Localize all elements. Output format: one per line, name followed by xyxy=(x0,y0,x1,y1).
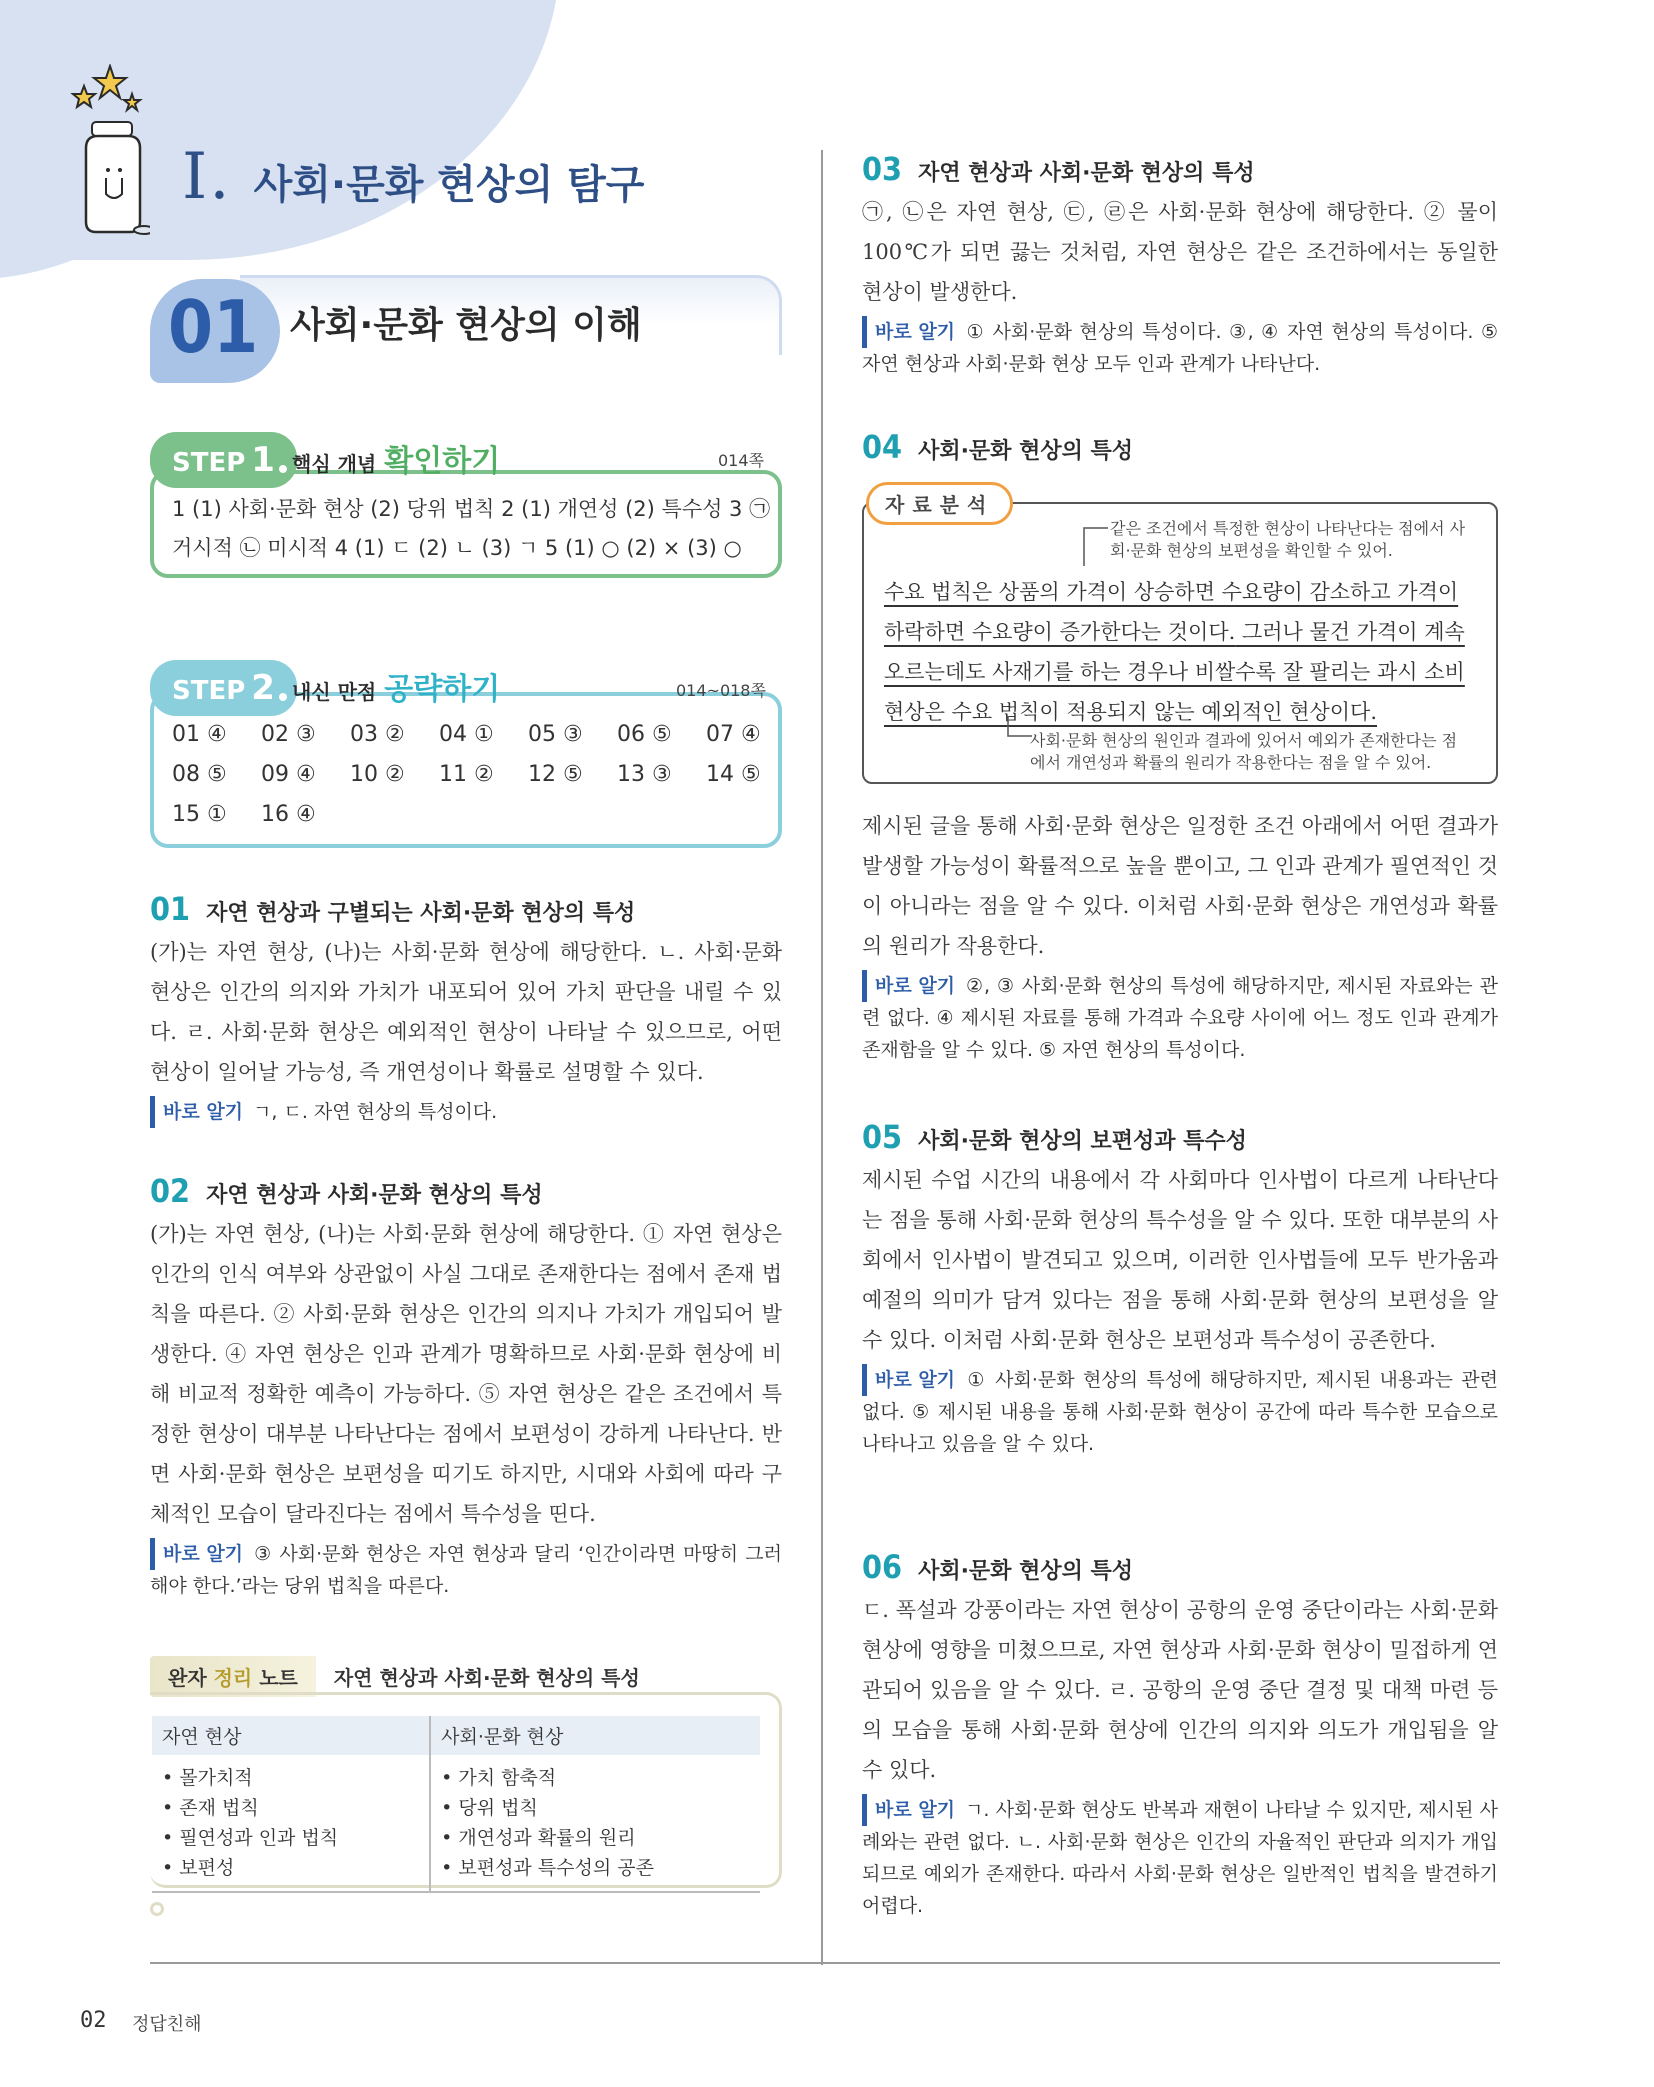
question-04-body xyxy=(862,806,1498,1066)
question-tip xyxy=(862,316,1498,380)
answer-item: 03 ② xyxy=(350,722,405,747)
question-explanation: (가)는 자연 현상, (나)는 사회·문화 현상에 해당한다. ① 자연 현상은 인간의 인식 여부와 상관없이 사실 그대로 존재한다는 점에서 존재 법칙을 따른다. ② 사회·문화 현상은 인간의 의지나 가치가 개입되어 발생한다. ④ 자연 현상은 인과 관계가 명확하므로 사회·문화 현상에 비해 비교적 정확한 예측이 가능하다. ⑤ 자연 현상은 같은 조건에서 특정한 현상이 대부분 나타난다는 점에서 보편성이 강하게 나타난다. 반면 사회·문화 현상은 보편성을 띠기도 하지만, 시대와 사회에 따라 구체적인 모습이 달라진다는 점에서 특수성을 띤다. xyxy=(150,1222,782,1526)
column-divider xyxy=(821,150,823,1965)
question-explanation: 제시된 수업 시간의 내용에서 각 사회마다 인사법이 다르게 나타난다는 점을 통해 사회·문화 현상의 특수성을 알 수 있다. 또한 대부분의 사회에서 인사법이 발견되고 있으며, 이러한 인사법들에 모두 반가움과 예절의 의미가 담겨 있다는 점을 통해 사회·문화 현상의 보편성을 알 수 있다. 이처럼 사회·문화 현상은 보편성과 특수성이 공존한다. xyxy=(862,1168,1498,1352)
answer-item: 14 ⑤ xyxy=(706,762,761,787)
data-note-top: 같은 조건에서 특정한 현상이 나타난다는 점에서 사회·문화 현상의 보편성을 확인할 수 있어. xyxy=(1110,519,1466,560)
list-item: • 보편성 xyxy=(162,1857,235,1879)
question-title: 사회·문화 현상의 보편성과 특수성 xyxy=(918,1129,1247,1154)
step1-subtitle xyxy=(292,436,500,480)
tip-text: ① 사회·문화 현상의 특성이다. ③, ④ 자연 현상의 특성이다. ⑤ 자연 현상과 사회·문화 현상 모두 인과 관계가 나타난다. xyxy=(862,321,1498,375)
stars-icon xyxy=(70,64,150,124)
tip-text: ㄱ. 사회·문화 현상도 반복과 재현이 나타날 수 있지만, 제시된 사례와는 관련 없다. ㄴ. 사회·문화 현상은 인간의 자율적인 판단과 의지가 개입되므로 예외가 존재한다. 따라서 사회·문화 현상은 일반적인 법칙을 발견하기 어렵다. xyxy=(862,1799,1498,1917)
question-number: 05 xyxy=(862,1118,903,1156)
list-item: • 필연성과 인과 법칙 xyxy=(162,1827,339,1849)
question-tip xyxy=(150,1538,782,1602)
answer-item: 13 ③ xyxy=(617,762,672,787)
step1-subtitle-small: 핵심 개념 xyxy=(292,452,377,476)
footer-label: 정답친해 xyxy=(132,2014,202,2035)
tip-label: 바로 알기 xyxy=(862,970,955,1002)
step1-number: 1 xyxy=(251,440,275,480)
question-number: 04 xyxy=(862,428,903,466)
question-title: 사회·문화 현상의 특성 xyxy=(918,439,1134,464)
page-number: 02 xyxy=(80,2008,107,2033)
table-cell xyxy=(152,1755,430,1892)
question-number: 01 xyxy=(150,890,191,928)
jar-icon xyxy=(78,118,150,236)
answer-item: 02 ③ xyxy=(261,722,316,747)
question-title: 자연 현상과 구별되는 사회·문화 현상의 특성 xyxy=(206,901,636,926)
summary-note-header xyxy=(150,1656,640,1697)
note-label-part: 노트 xyxy=(252,1666,298,1690)
answer-item: 05 ③ xyxy=(528,722,583,747)
question-number: 06 xyxy=(862,1548,903,1586)
note-dot xyxy=(150,1902,164,1916)
question-tip xyxy=(862,970,1498,1066)
callout-line-top xyxy=(1080,526,1110,568)
part-title-text: 사회·문화 현상의 탐구 xyxy=(253,162,645,208)
step2-subtitle xyxy=(292,664,500,708)
bottom-rule xyxy=(150,1962,1500,1964)
tip-text: ②, ③ 사회·문화 현상의 특성에 해당하지만, 제시된 자료와는 관련 없다. ④ 제시된 자료를 통해 가격과 수요량 사이에 어느 정도 인과 관계가 존재함을 알 수 있다. ⑤ 자연 현상의 특성이다. xyxy=(862,975,1498,1061)
unit-title: 사회·문화 현상의 이해 xyxy=(290,305,642,346)
question-explanation: (가)는 자연 현상, (나)는 사회·문화 현상에 해당한다. ㄴ. 사회·문화 현상은 인간의 의지와 가치가 내포되어 있어 가치 판단을 내릴 수 있다. ㄹ. 사회·문화 현상은 예외적인 현상이 나타날 수 있으므로, 어떤 현상이 일어날 가능성, 즉 개연성이나 확률로 설명할 수 있다. xyxy=(150,940,782,1084)
step1-dot xyxy=(276,462,290,476)
summary-table xyxy=(152,1716,760,1893)
question-02 xyxy=(150,1172,782,1602)
step1-page-ref: 014쪽 xyxy=(718,451,764,470)
tip-label: 바로 알기 xyxy=(862,1794,955,1826)
question-number: 03 xyxy=(862,150,903,188)
list-item: • 보편성과 특수성의 공존 xyxy=(441,1857,654,1879)
tip-label: 바로 알기 xyxy=(862,316,955,348)
question-number: 02 xyxy=(150,1172,191,1210)
part-numeral: I. xyxy=(182,140,232,214)
unit-number: 01 xyxy=(168,285,259,369)
data-analysis-text xyxy=(884,572,1484,732)
answer-item: 16 ④ xyxy=(261,802,316,827)
question-06 xyxy=(862,1548,1498,1922)
tip-text: ㄱ, ㄷ. 자연 현상의 특성이다. xyxy=(253,1101,498,1123)
tip-label: 바로 알기 xyxy=(150,1538,243,1570)
question-title: 사회·문화 현상의 특성 xyxy=(918,1559,1134,1584)
step2-number: 2 xyxy=(251,668,275,708)
step2-dot xyxy=(276,690,290,704)
data-text-underlined: 그러나 물건 가격이 계속 오르는데도 사재기를 하는 경우나 비쌀수록 잘 팔리는 과시 소비 현상은 수요 법칙이 적용되지 않는 예외적인 현상이다. xyxy=(884,620,1465,724)
question-tip xyxy=(150,1096,782,1128)
step2-tab xyxy=(150,660,297,716)
list-item: • 가치 함축적 xyxy=(441,1767,557,1789)
summary-note-title: 자연 현상과 사회·문화 현상의 특성 xyxy=(333,1666,640,1690)
data-note-bottom: 사회·문화 현상의 원인과 결과에 있어서 예외가 존재한다는 점에서 개연성과 확률의 원리가 작용한다는 점을 알 수 있어. xyxy=(1030,731,1458,772)
answer-item: 09 ④ xyxy=(261,762,316,787)
step2-subtitle-big: 공략하기 xyxy=(384,672,501,707)
data-analysis-tab: 자료분석 xyxy=(866,482,1013,525)
step1-line1: 1 (1) 사회·문화 현상 (2) 당위 법칙 2 (1) 개연성 (2) 특수성 3 ㉠ xyxy=(172,497,771,521)
question-explanation: ㄷ. 폭설과 강풍이라는 자연 현상이 공항의 운영 중단이라는 사회·문화 현상에 영향을 미쳤으므로, 자연 현상과 사회·문화 현상이 밀접하게 연관되어 있음을 알 수 있다. ㄹ. 공항의 운영 중단 결정 및 대책 마련 등의 모습을 통해 사회·문화 현상에 인간의 의지와 의도가 개입됨을 알 수 있다. xyxy=(862,1598,1498,1782)
answer-item: 08 ⑤ xyxy=(172,762,227,787)
list-item: • 당위 법칙 xyxy=(441,1797,538,1819)
note-label-part: 완자 xyxy=(168,1666,214,1690)
answer-item: 06 ⑤ xyxy=(617,722,672,747)
question-03 xyxy=(862,150,1498,380)
question-title: 자연 현상과 사회·문화 현상의 특성 xyxy=(206,1183,543,1208)
step2-answer-grid xyxy=(172,718,772,832)
step2-label: STEP xyxy=(172,676,246,706)
question-tip xyxy=(862,1364,1498,1460)
table-header: 자연 현상 xyxy=(152,1716,430,1755)
answer-item: 11 ② xyxy=(439,762,494,787)
question-title: 자연 현상과 사회·문화 현상의 특성 xyxy=(918,161,1255,186)
part-title xyxy=(182,140,644,214)
question-tip xyxy=(862,1794,1498,1922)
table-header: 사회·문화 현상 xyxy=(430,1716,760,1755)
answer-item: 15 ① xyxy=(172,802,227,827)
step1-tab xyxy=(150,432,297,488)
summary-note-label xyxy=(150,1656,316,1697)
step1-label: STEP xyxy=(172,448,246,478)
data-text-underlined: 수요 법칙은 상품의 가격이 상승하면 수요량이 감소하고 가격이 하락하면 수요량이 증가한다는 것이다. xyxy=(884,580,1459,644)
step2-subtitle-small: 내신 만점 xyxy=(292,680,377,704)
note-label-highlight: 정리 xyxy=(213,1666,253,1690)
step1-answers xyxy=(172,490,772,568)
answer-item: 12 ⑤ xyxy=(528,762,583,787)
list-item: • 존재 법칙 xyxy=(162,1797,259,1819)
question-05 xyxy=(862,1118,1498,1460)
tip-text: ① 사회·문화 현상의 특성에 해당하지만, 제시된 내용과는 관련 없다. ⑤ 제시된 내용을 통해 사회·문화 현상이 공간에 따라 특수한 모습으로 나타나고 있음을 알 수 있다. xyxy=(862,1369,1498,1455)
answer-item: 01 ④ xyxy=(172,722,227,747)
list-item: • 개연성과 확률의 원리 xyxy=(441,1827,636,1849)
question-explanation: ㉠, ㉡은 자연 현상, ㉢, ㉣은 사회·문화 현상에 해당한다. ② 물이 100℃가 되면 끓는 것처럼, 자연 현상은 같은 조건하에서는 동일한 현상이 발생한다. xyxy=(862,200,1498,304)
answer-item: 04 ① xyxy=(439,722,494,747)
unit-header xyxy=(150,275,782,385)
tip-text: ③ 사회·문화 현상은 자연 현상과 달리 ‘인간이라면 마땅히 그러해야 한다.’라는 당위 법칙을 따른다. xyxy=(150,1543,782,1597)
step1-line2: 거시적 ㉡ 미시적 4 (1) ㄷ (2) ㄴ (3) ㄱ 5 (1) ○ (2) × (3) ○ xyxy=(172,536,742,560)
step2-page-ref: 014~018쪽 xyxy=(676,681,766,700)
answer-item: 10 ② xyxy=(350,762,405,787)
question-04-header xyxy=(862,428,1498,470)
table-cell xyxy=(430,1755,760,1892)
question-01 xyxy=(150,890,782,1128)
tip-label: 바로 알기 xyxy=(150,1096,243,1128)
answer-item: 07 ④ xyxy=(706,722,761,747)
step1-subtitle-big: 확인하기 xyxy=(384,444,501,479)
question-explanation: 제시된 글을 통해 사회·문화 현상은 일정한 조건 아래에서 어떤 결과가 발생할 가능성이 확률적으로 높을 뿐이고, 그 인과 관계가 필연적인 것이 아니라는 점을 알 수 있다. 이처럼 사회·문화 현상은 개연성과 확률의 원리가 작용한다. xyxy=(862,814,1498,958)
list-item: • 몰가치적 xyxy=(162,1767,253,1789)
tip-label: 바로 알기 xyxy=(862,1364,955,1396)
